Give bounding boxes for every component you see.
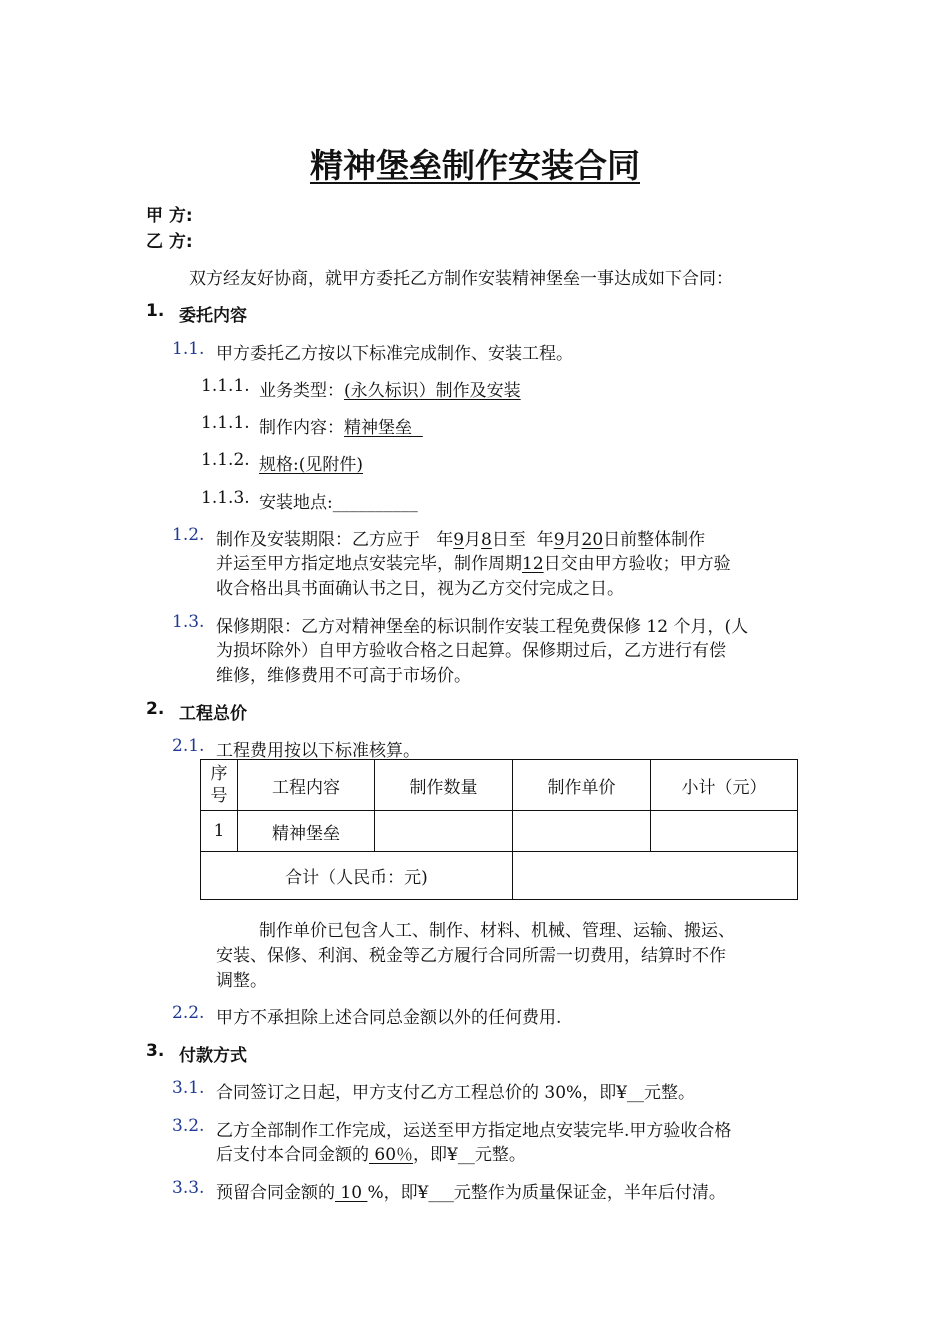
- header-subtotal: 小计（元）: [651, 760, 798, 811]
- warranty-line-3: 维修，维修费用不可高于市场价。: [216, 666, 471, 686]
- period-line-1: [216, 525, 705, 550]
- cell-serial: 1: [201, 811, 238, 852]
- price-note-line-1: 制作单价已包含人工、制作、材料、机械、管理、运输、搬运、: [259, 921, 735, 941]
- header-content: 工程内容: [238, 760, 375, 811]
- item-1-1-1a-number: 1.1.1.: [201, 376, 250, 396]
- header-quantity: 制作数量: [375, 760, 513, 811]
- item-1-1-text: 甲方委托乙方按以下标准完成制作、安装工程。: [216, 344, 573, 364]
- section-1-title: 委托内容: [179, 306, 247, 326]
- payment-percentage: 60％: [369, 1145, 414, 1165]
- warranty-line-2: 为损坏除外）自甲方验收合格之日起算。保修期过后，乙方进行有偿: [216, 641, 726, 661]
- cell-content: 精神堡垒: [238, 811, 375, 852]
- period-text-d: 月: [564, 530, 582, 550]
- period-text-g: 日交由甲方验收；甲方验: [543, 554, 731, 574]
- cost-table: [200, 759, 798, 900]
- price-note-line-2: 安装、保修、利润、税金等乙方履行合同所需一切费用，结算时不作: [216, 946, 726, 966]
- section-3-title: 付款方式: [179, 1046, 247, 1066]
- table-header-row: [201, 760, 798, 811]
- item-1-3-number: 1.3.: [172, 612, 205, 632]
- section-1-number: 1.: [146, 301, 165, 321]
- header-unit-price: 制作单价: [513, 760, 651, 811]
- total-value: [513, 852, 798, 900]
- business-type-line: [259, 376, 521, 401]
- specification-value: 规格:(见附件): [259, 455, 363, 475]
- start-day: 8: [481, 530, 492, 550]
- start-month: 9: [453, 530, 465, 550]
- price-note-line-3: 调整。: [216, 971, 267, 991]
- table-row: [201, 811, 798, 852]
- period-text-e: 日前整体制作: [603, 530, 706, 550]
- section-2-title: 工程总价: [179, 704, 247, 724]
- period-text-c: 日至 年: [491, 530, 554, 550]
- cell-unit-price: [513, 811, 651, 852]
- item-2-1-number: 2.1.: [172, 736, 205, 756]
- business-type-value: (永久标识）制作及安装: [344, 381, 521, 401]
- section-2-number: 2.: [146, 699, 165, 719]
- install-location-value: __________: [332, 493, 418, 513]
- end-day: 20: [581, 530, 604, 550]
- production-content-value: 精神堡垒: [344, 418, 423, 438]
- install-location-label: 安装地点:: [259, 493, 333, 513]
- period-line-2: [216, 549, 731, 574]
- cell-subtotal: [651, 811, 798, 852]
- item-1-1-3-number: 1.1.3.: [201, 488, 250, 508]
- warranty-line-1: 保修期限：乙方对精神堡垒的标识制作安装工程免费保修 12 个月，(人: [216, 617, 749, 637]
- period-text-f: 并运至甲方指定地点安装完毕，制作周期: [216, 554, 522, 574]
- item-2-2-number: 2.2.: [172, 1003, 205, 1023]
- end-month: 9: [553, 530, 565, 550]
- retention-text-b: %，即¥___元整作为质量保证金，半年后付清。: [367, 1183, 726, 1203]
- production-days: 12: [522, 554, 544, 574]
- table-total-row: [201, 852, 798, 900]
- item-3-2-line-2: [216, 1140, 526, 1165]
- party-b-label: 乙 方:: [146, 232, 193, 252]
- item-1-2-number: 1.2.: [172, 525, 205, 545]
- item-2-1-text: 工程费用按以下标准核算。: [216, 741, 420, 761]
- section-3-number: 3.: [146, 1041, 165, 1061]
- header-serial: 序号: [201, 760, 238, 811]
- item-1-1-2-number: 1.1.2.: [201, 450, 250, 470]
- party-a-label: 甲 方:: [146, 206, 193, 226]
- item-1-1-1b-number: 1.1.1.: [201, 413, 250, 433]
- period-line-3: 收合格出具书面确认书之日，视为乙方交付完成之日。: [216, 579, 624, 599]
- cell-quantity: [375, 811, 513, 852]
- item-3-1-text: 合同签订之日起，甲方支付乙方工程总价的 30%，即¥__元整。: [216, 1083, 696, 1103]
- retention-text-a: 预留合同金额的: [216, 1183, 335, 1203]
- payment-text-b: ，即¥__元整。: [413, 1145, 526, 1165]
- total-label: 合计（人民币：元): [201, 852, 513, 900]
- item-3-3-line: [216, 1178, 726, 1203]
- install-location-line: [259, 488, 418, 513]
- item-3-1-number: 3.1.: [172, 1078, 205, 1098]
- item-3-2-line-1: 乙方全部制作工作完成，运送至甲方指定地点安装完毕.甲方验收合格: [216, 1121, 732, 1141]
- intro-paragraph: 双方经友好协商，就甲方委托乙方制作安装精神堡垒一事达成如下合同：: [189, 269, 733, 289]
- period-text-a: 制作及安装期限：乙方应于 年: [216, 530, 454, 550]
- business-type-label: 业务类型：: [259, 381, 344, 401]
- production-content-line: [259, 413, 423, 438]
- retention-percentage: 10: [335, 1183, 368, 1203]
- period-text-b: 月: [464, 530, 482, 550]
- item-2-2-text: 甲方不承担除上述合同总金额以外的任何费用.: [216, 1008, 562, 1028]
- item-3-3-number: 3.3.: [172, 1178, 205, 1198]
- item-1-1-number: 1.1.: [172, 339, 205, 359]
- payment-text-a: 后支付本合同金额的: [216, 1145, 369, 1165]
- item-3-2-number: 3.2.: [172, 1116, 205, 1136]
- document-title: 精神堡垒制作安装合同: [310, 146, 640, 185]
- production-content-label: 制作内容：: [259, 418, 344, 438]
